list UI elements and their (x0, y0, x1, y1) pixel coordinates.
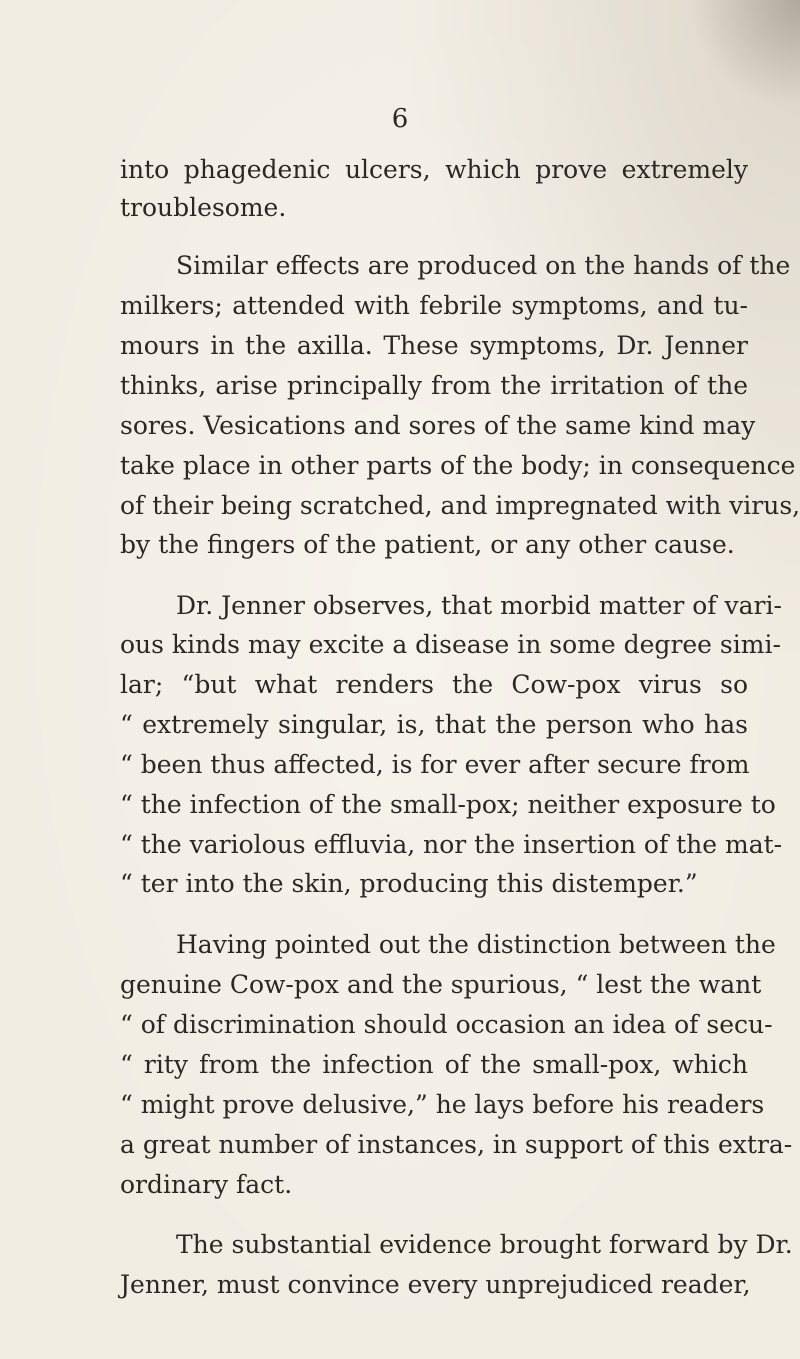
text-line: “ ter into the skin, producing this distemper.” (120, 869, 698, 898)
page-number: 6 (391, 104, 409, 134)
text-line: into phagedenic ulcers, which prove extremely (120, 155, 748, 184)
text-line: troublesome. (120, 193, 287, 222)
text-line: milkers; attended with febrile symptoms, and tu- (120, 291, 748, 320)
text-line: “ rity from the infection of the small-pox, which (120, 1050, 748, 1079)
text-line: take place in other parts of the body; in consequence (120, 451, 796, 480)
text-line: “ been thus affected, is for ever after secure from (120, 750, 750, 779)
text-line: “ of discrimination should occasion an idea of secu- (120, 1010, 773, 1039)
page-edge-shadow (690, 0, 800, 110)
text-line: mours in the axilla. These symptoms, Dr. Jenner (120, 331, 748, 360)
text-line: of their being scratched, and impregnated with virus, (120, 491, 800, 520)
text-line: Dr. Jenner observes, that morbid matter of vari- (176, 591, 782, 620)
text-line: ous kinds may excite a disease in some degree simi- (120, 630, 781, 659)
text-line: Having pointed out the distinction between the (176, 930, 776, 959)
text-line: Similar effects are produced on the hands of the (176, 251, 791, 280)
text-line: “ extremely singular, is, that the person who has (120, 710, 748, 739)
text-line: a great number of instances, in support of this extra- (120, 1130, 793, 1159)
text-line: sores. Vesications and sores of the same kind may (120, 411, 756, 440)
text-line: by the fingers of the patient, or any other cause. (120, 530, 735, 559)
text-line: thinks, arise principally from the irritation of the (120, 371, 748, 400)
text-line: “ might prove delusive,” he lays before his readers (120, 1090, 765, 1119)
text-line: Jenner, must convince every unprejudiced reader, (120, 1270, 751, 1299)
text-line: “ the variolous effluvia, nor the insertion of the mat- (120, 830, 783, 859)
text-line: genuine Cow-pox and the spurious, “ lest the want (120, 970, 762, 999)
text-line: ordinary fact. (120, 1170, 293, 1199)
text-line: “ the infection of the small-pox; neither exposure to (120, 790, 776, 819)
text-line: lar; “but what renders the Cow-pox virus so (120, 670, 748, 699)
text-line: The substantial evidence brought forward by Dr. (176, 1230, 793, 1259)
